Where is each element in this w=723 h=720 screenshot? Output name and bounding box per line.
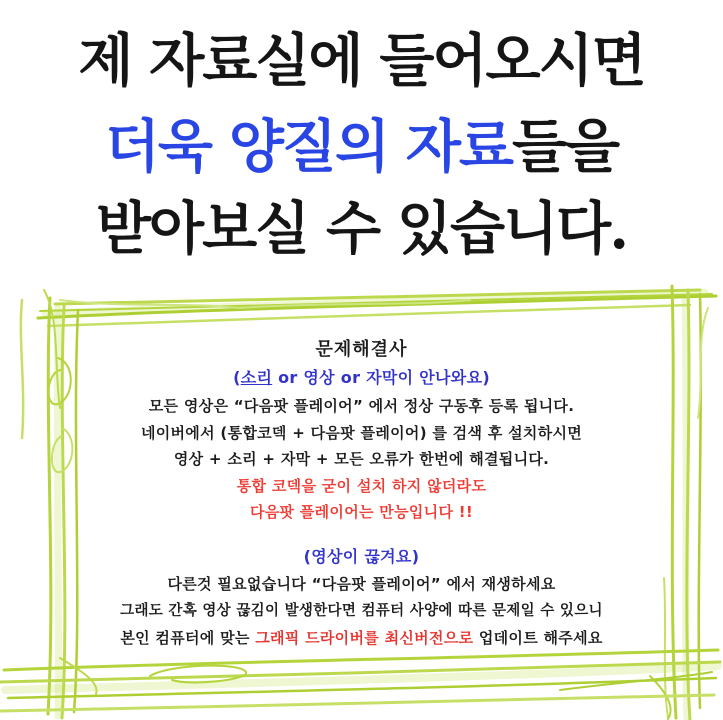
notice-section2-subtitle [40,547,683,567]
headline-line-1 [0,18,723,104]
notice-section1-line1 [40,396,683,416]
notice-title-text: 문제해결사 [315,339,408,360]
subtitle2-text: (영상이 끊겨요) [303,547,420,566]
section2-line2-text: 그래도 간혹 영상 끊김이 발생한다면 컴퓨터 사양에 따른 문제일 수 있으니 [120,603,603,619]
notice-section1-line3 [40,449,683,469]
headline-line-2 [0,104,723,190]
headline-line-2-black-text: 들을 [512,113,619,180]
section1-line2-text: 네이버에서 (통합코덱 + 다음팟 플레이어) 를 검색 후 설치하시면 [140,424,583,442]
subtitle1-prefix: ( [233,368,241,387]
section2-line3-red-text: 그래픽 드라이버를 최신버전으로 [255,629,474,647]
headline-line-2-blue-text: 더욱 양질의 자료 [104,113,512,180]
section1-line1-text: 모든 영상은 “다음팟 플레이어” 에서 정상 구동후 등록 됩니다. [148,397,575,415]
notice-section1-red-line1 [40,476,683,496]
headline-line-3-text: 받아보실 수 있습니다. [95,195,628,262]
notice-section1-line2 [40,423,683,443]
notice-title [40,340,683,360]
notice-section2-line2 [40,601,683,621]
section2-line3-end-text: 업데이트 해주세요 [473,629,603,647]
notice-section2-line1 [40,574,683,594]
section1-red1-text: 통합 코덱을 굳이 설치 하지 않더라도 [236,477,487,495]
subtitle1-underlined: 소리 [240,368,273,387]
section1-line3-text: 영상 + 소리 + 자막 + 모든 오류가 한번에 해결됩니다. [173,450,550,468]
headline-line-3 [0,186,723,272]
section2-line1-text: 다른것 필요없습니다 “다음팟 플레이어” 에서 재생하세요 [167,575,556,593]
subtitle1-rest: or 영상 or 자막이 안나와요) [272,368,490,387]
section2-line3-start-text: 본인 컴퓨터에 맞는 [120,629,256,647]
notice-section2-line3 [40,628,683,648]
headline-line-1-text: 제 자료실에 들어오시면 [78,27,645,94]
notice-section1-red-line2 [40,502,683,522]
notice-section1-subtitle [40,368,683,388]
section1-red2-text: 다음팟 플레이어는 만능입니다 !! [249,503,474,521]
